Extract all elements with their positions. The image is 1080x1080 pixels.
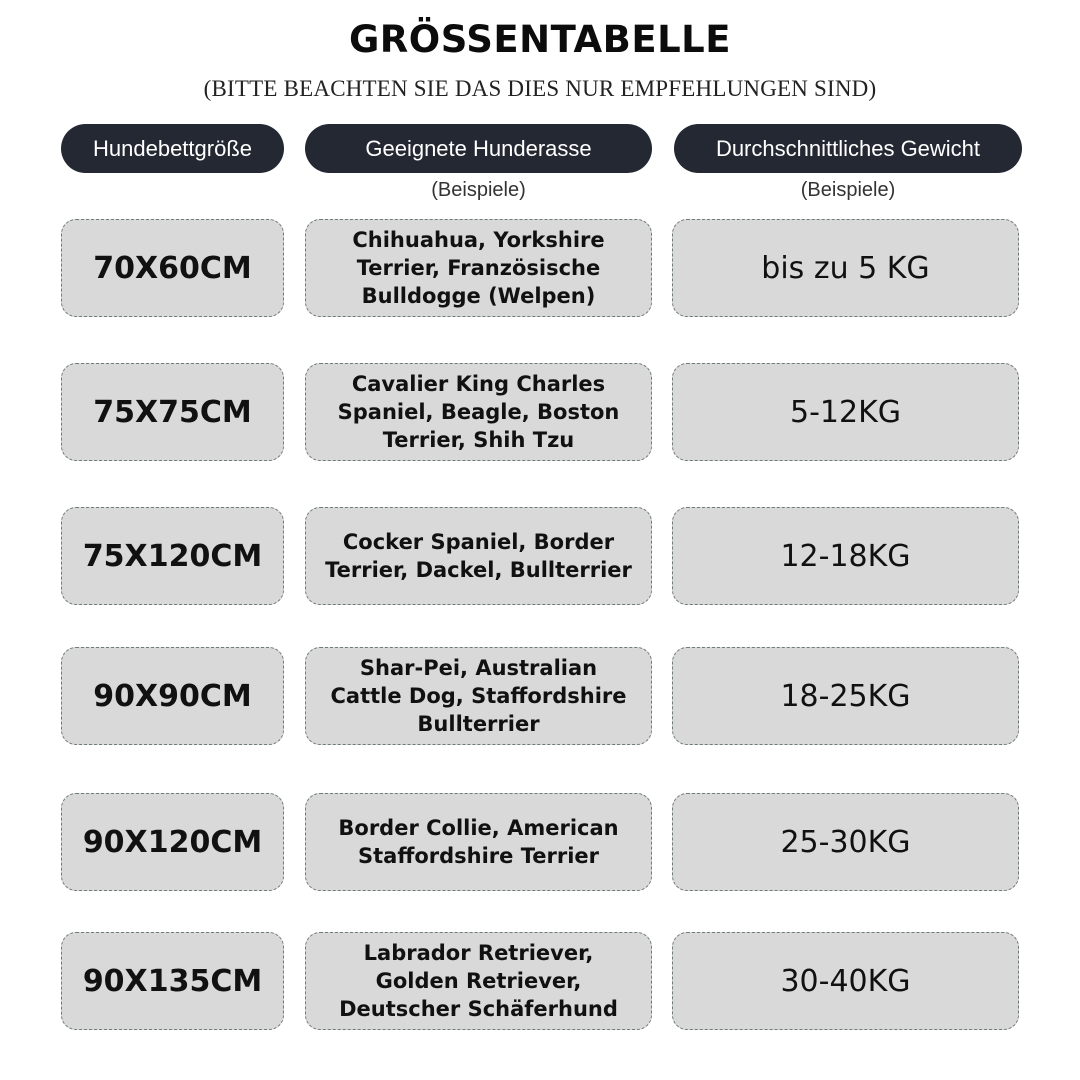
breed-cell: Cavalier King Charles Spaniel, Beagle, Boston Terrier, Shih Tzu — [305, 363, 652, 461]
weight-cell: 25-30KG — [672, 793, 1019, 891]
size-cell: 90X90CM — [61, 647, 284, 745]
weight-cell: 5-12KG — [672, 363, 1019, 461]
weight-examples-note: (Beispiele) — [800, 179, 896, 201]
size-cell: 90X135CM — [61, 932, 284, 1030]
size-cell: 90X120CM — [61, 793, 284, 891]
size-cell: 75X120CM — [61, 507, 284, 605]
column-header-weight: Durchschnittliches Gewicht — [674, 124, 1022, 173]
breed-cell: Shar-Pei, Australian Cattle Dog, Staffordshire Bullterrier — [305, 647, 652, 745]
breed-cell: Border Collie, American Staffordshire Terrier — [305, 793, 652, 891]
page-subtitle: (BITTE BEACHTEN SIE DAS DIES NUR EMPFEHLUNGEN SIND) — [203, 76, 877, 101]
breed-examples-note: (Beispiele) — [431, 179, 526, 201]
weight-cell: 18-25KG — [672, 647, 1019, 745]
size-cell: 75X75CM — [61, 363, 284, 461]
weight-cell: 12-18KG — [672, 507, 1019, 605]
weight-cell: 30-40KG — [672, 932, 1019, 1030]
size-cell: 70X60CM — [61, 219, 284, 317]
page-title: GRÖSSENTABELLE — [348, 18, 732, 61]
breed-cell: Cocker Spaniel, Border Terrier, Dackel, Bullterrier — [305, 507, 652, 605]
weight-cell: bis zu 5 KG — [672, 219, 1019, 317]
column-header-breed: Geeignete Hunderasse — [305, 124, 652, 173]
column-header-size: Hundebettgröße — [61, 124, 284, 173]
breed-cell: Labrador Retriever, Golden Retriever, Deutscher Schäferhund — [305, 932, 652, 1030]
breed-cell: Chihuahua, Yorkshire Terrier, Französische Bulldogge (Welpen) — [305, 219, 652, 317]
